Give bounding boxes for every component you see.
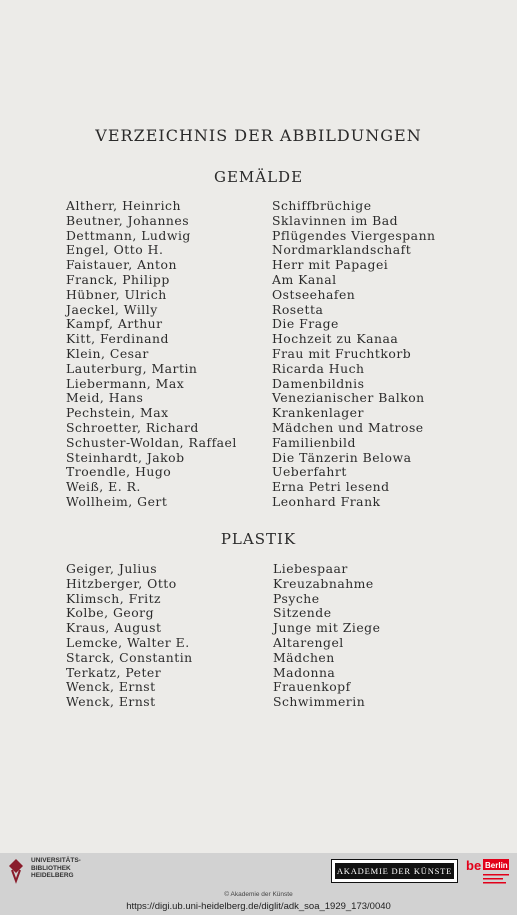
page-title: VERZEICHNIS DER ABBILDUNGEN — [95, 126, 422, 145]
work-title: Leonhard Frank — [272, 493, 381, 509]
artist-name: Schroetter, Richard — [66, 419, 199, 435]
work-title: Ueberfahrt — [272, 464, 347, 480]
work-title: Die Frage — [272, 316, 339, 332]
artist-name: Klein, Cesar — [66, 345, 149, 361]
artist-name: Jaeckel, Willy — [66, 301, 158, 317]
sculpture-works-list — [273, 562, 380, 710]
artist-name: Lemcke, Walter E. — [66, 634, 190, 650]
library-logo-icon[interactable] — [6, 857, 26, 885]
sculpture-artists-list — [66, 562, 193, 710]
akademie-der-kuenste-logo[interactable] — [331, 859, 458, 883]
work-title: Am Kanal — [272, 271, 337, 287]
adk-label: AKADEMIE DER KÜNSTE — [335, 863, 454, 879]
work-title: Altarengel — [273, 634, 344, 650]
work-title: Kreuzabnahme — [273, 575, 374, 591]
artist-name: Geiger, Julius — [66, 561, 158, 576]
work-title: Nordmarklandschaft — [272, 242, 412, 258]
artist-name: Troendle, Hugo — [66, 464, 172, 480]
work-title: Die Tänzerin Belowa — [272, 449, 412, 465]
work-title: Junge mit Ziege — [273, 620, 381, 636]
artist-name: Altherr, Heinrich — [66, 198, 181, 213]
library-name-line: BIBLIOTHEK — [31, 864, 71, 872]
artist-name: Hübner, Ulrich — [66, 286, 167, 302]
artist-name: Engel, Otto H. — [66, 242, 164, 258]
work-title: Sklavinnen im Bad — [272, 212, 399, 228]
work-title: Schiffbrüchige — [272, 198, 372, 213]
artist-name: Dettmann, Ludwig — [66, 227, 191, 243]
berlin-text: Berlin — [485, 861, 508, 870]
work-title: Mädchen — [273, 649, 335, 665]
work-title: Ricarda Huch — [272, 360, 365, 376]
section-title-plastik: PLASTIK — [220, 530, 297, 548]
copyright-notice: © Akademie der Künste — [224, 891, 293, 898]
artist-name: Kitt, Ferdinand — [66, 331, 169, 347]
artist-name: Liebermann, Max — [66, 375, 185, 391]
work-title: Hochzeit zu Kanaa — [272, 331, 399, 347]
library-name[interactable] — [31, 857, 81, 880]
painting-works-list — [272, 199, 436, 510]
artist-name: Lauterburg, Martin — [66, 360, 198, 376]
artist-name: Beutner, Johannes — [66, 212, 190, 228]
library-name-line: UNIVERSITÄTS- — [31, 857, 81, 864]
work-title: Pflügendes Viergespann — [272, 227, 436, 243]
work-title: Venezianischer Balkon — [272, 390, 425, 406]
work-title: Herr mit Papagei — [272, 257, 389, 273]
work-title: Ostseehafen — [272, 286, 356, 302]
library-name-line: HEIDELBERG — [31, 872, 74, 880]
artist-name: Klimsch, Fritz — [66, 590, 162, 606]
artist-name: Wenck, Ernst — [66, 679, 156, 695]
work-title: Schwimmerin — [273, 694, 366, 710]
artist-name: Schuster-Woldan, Raffael — [66, 434, 237, 450]
artist-name: Franck, Philipp — [66, 271, 170, 287]
section-title-gemaelde: GEMÄLDE — [213, 168, 304, 186]
artist-name: Meid, Hans — [66, 390, 144, 406]
work-title: Psyche — [273, 590, 320, 606]
work-title: Krankenlager — [272, 405, 364, 421]
be-text: be — [466, 858, 482, 873]
work-title: Frauenkopf — [273, 679, 351, 695]
artist-name: Kampf, Arthur — [66, 316, 163, 332]
artist-name: Weiß, E. R. — [66, 479, 141, 495]
artist-name: Pechstein, Max — [66, 405, 169, 421]
artist-name: Hitzberger, Otto — [66, 575, 177, 591]
work-title: Familienbild — [272, 434, 356, 450]
artist-name: Wenck, Ernst — [66, 694, 156, 710]
work-title: Erna Petri lesend — [272, 479, 390, 495]
artist-name: Steinhardt, Jakob — [66, 449, 185, 465]
work-title: Damenbildnis — [272, 375, 365, 391]
artist-name: Terkatz, Peter — [66, 664, 162, 680]
artist-name: Kraus, August — [66, 620, 162, 636]
work-title: Frau mit Fruchtkorb — [272, 345, 412, 361]
artist-name: Wollheim, Gert — [66, 493, 168, 509]
be-berlin-logo-icon[interactable] — [466, 857, 510, 885]
artist-name: Faistauer, Anton — [66, 257, 177, 273]
work-title: Liebespaar — [273, 561, 348, 576]
work-title: Madonna — [273, 664, 336, 680]
artist-name: Kolbe, Georg — [66, 605, 155, 621]
work-title: Rosetta — [272, 301, 324, 317]
work-title: Mädchen und Matrose — [272, 419, 424, 435]
permalink-url[interactable]: https://digi.ub.uni-heidelberg.de/diglit/adk_soa_1929_173/0040 — [126, 901, 391, 912]
painting-artists-list — [66, 199, 237, 510]
artist-name: Starck, Constantin — [66, 649, 193, 665]
work-title: Sitzende — [273, 605, 332, 621]
